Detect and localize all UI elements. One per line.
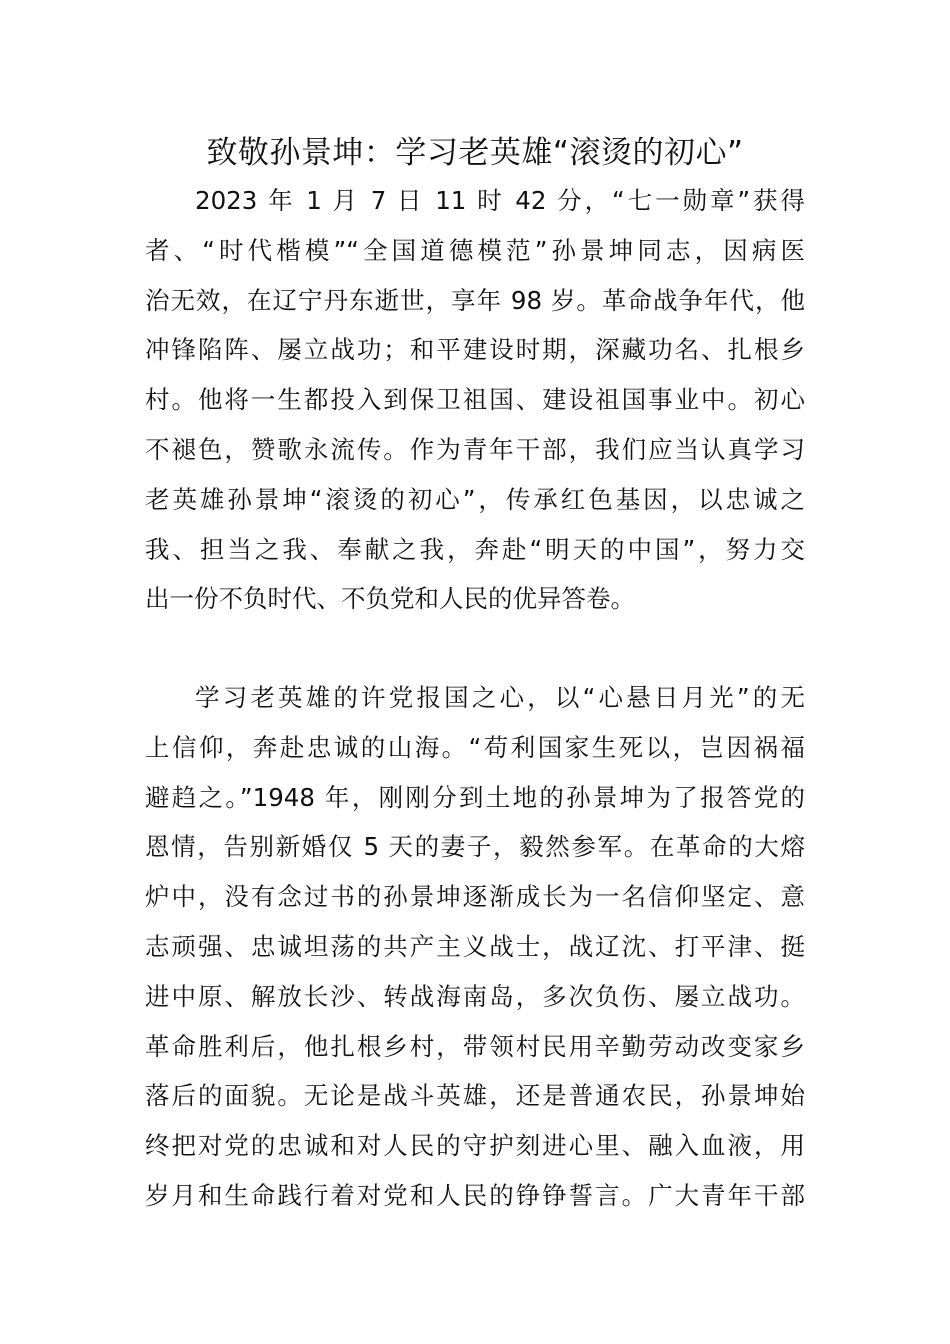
paragraph-line: 者、“时代楷模”“全国道德模范”孙景坤同志，因病医 (145, 235, 805, 265)
page-title: 致敬孙景坤：学习老英雄“滚烫的初心” (206, 135, 744, 171)
paragraph-line: 避趋之。”1948 年，刚刚分到土地的孙景坤为了报答党的 (145, 782, 805, 812)
paragraph-line: 革命胜利后，他扎根乡村，带领村民用辛勤劳动改变家乡 (145, 1031, 805, 1061)
paragraph-line: 学习老英雄的许党报国之心，以“心悬日月光”的无 (195, 683, 805, 712)
paragraph-line: 村。他将一生都投入到保卫祖国、建设祖国事业中。初心 (145, 385, 805, 415)
paragraph-line: 岁月和生命践行着对党和人民的铮铮誓言。广大青年干部 (145, 1180, 805, 1210)
paragraph-line: 治无效，在辽宁丹东逝世，享年 98 岁。革命战争年代，他 (145, 285, 805, 315)
paragraph-line: 志顽强、忠诚坦荡的共产主义战士，战辽沈、打平津、挺 (145, 931, 805, 961)
paragraph-line: 落后的面貌。无论是战斗英雄，还是普通农民，孙景坤始 (145, 1081, 805, 1111)
paragraph-line: 终把对党的忠诚和对人民的守护刻进心里、融入血液，用 (145, 1131, 805, 1161)
paragraph-line: 炉中，没有念过书的孙景坤逐渐成长为一名信仰坚定、意 (145, 882, 805, 912)
paragraph-line: 2023 年 1 月 7 日 11 时 42 分，“七一勋章”获得 (195, 186, 805, 215)
paragraph-line: 出一份不负时代、不负党和人民的优异答卷。 (145, 584, 635, 614)
paragraph-line: 冲锋陷阵、屡立战功；和平建设时期，深藏功名、扎根乡 (145, 335, 805, 365)
paragraph-loyalty (145, 673, 805, 1221)
paragraph-line: 老英雄孙景坤“滚烫的初心”，传承红色基因，以忠诚之 (145, 484, 805, 514)
paragraph-line: 进中原、解放长沙、转战海南岛，多次负伤、屡立战功。 (145, 981, 805, 1011)
paragraph-line: 我、担当之我、奉献之我，奔赴“明天的中国”，努力交 (145, 534, 805, 564)
paragraph-line: 上信仰，奔赴忠诚的山海。“苟利国家生死以，岂因祸福 (145, 732, 805, 762)
paragraph-line: 恩情，告别新婚仅 5 天的妻子，毅然参军。在革命的大熔 (145, 832, 805, 862)
paragraph-intro (145, 176, 805, 624)
paragraph-line: 不褪色，赞歌永流传。作为青年干部，我们应当认真学习 (145, 434, 805, 464)
